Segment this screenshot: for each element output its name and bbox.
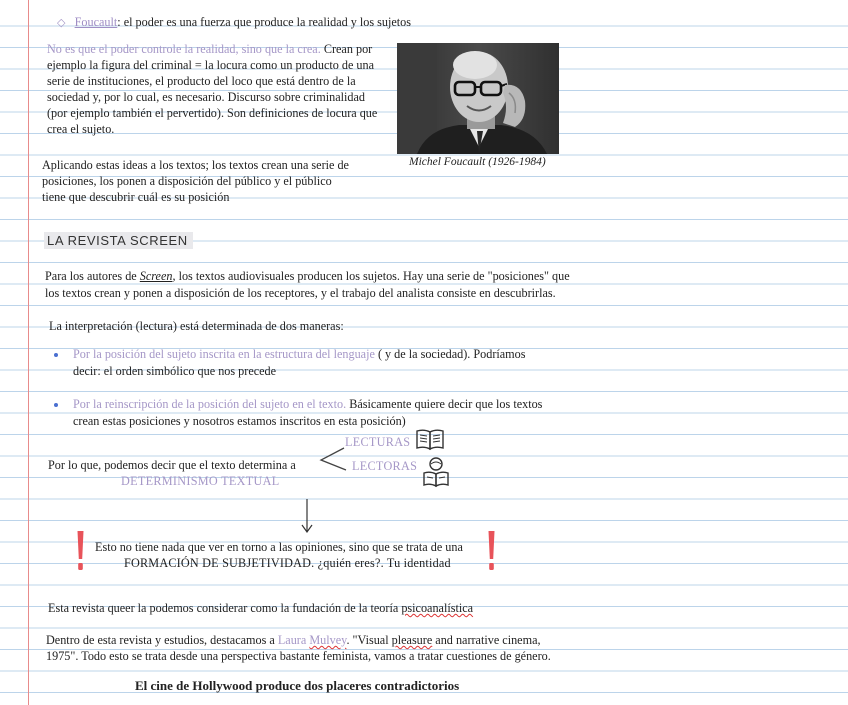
- pleasure-word: pleasure: [391, 633, 433, 647]
- foucault-definition: : el poder es una fuerza que produce la realidad y los sujetos: [117, 15, 412, 29]
- exclamation-left-icon: [76, 530, 85, 572]
- bullet1-line2: decir: el orden simbólico que nos precede: [73, 364, 277, 378]
- mulvey-line1: [46, 632, 541, 648]
- screen-title: Screen: [139, 269, 173, 283]
- bullet1-emphasis: Por la posición del sujeto inscrita en la estructura del lenguaje: [73, 347, 375, 361]
- psicoanalistica-word: psicoanalística: [401, 601, 474, 615]
- section-heading: LA REVISTA SCREEN: [44, 232, 193, 249]
- callout-line2: FORMACIÓN DE SUBJETIVIDAD. ¿quién eres?. Tu identidad: [124, 556, 451, 570]
- queer-line: [48, 600, 473, 616]
- power-paragraph: [47, 41, 380, 137]
- power-body: Crean por ejemplo la figura del criminal = la locura como un producto de una serie de instituciones, el producto del loco que está dentro de la sociedad y, por lo cual, es necesario. Discurso sobre criminalidad (por ejemplo también el pervertido). Son definiciones de locura que crea el sujeto.: [47, 42, 378, 136]
- screen-intro-line1: [45, 268, 570, 284]
- hollywood-heading: El cine de Hollywood produce dos placeres contradictorios: [135, 678, 460, 693]
- bullet1-line1: [73, 346, 526, 362]
- photo-caption: Michel Foucault (1926-1984): [409, 156, 546, 168]
- texts-paragraph: Aplicando estas ideas a los textos; los textos crean una serie de posiciones, los ponen a disposición del público y el público tiene que descubrir cuál es su posición: [42, 158, 349, 204]
- bullet1-rest: ( y de la sociedad). Podríamos: [374, 347, 526, 361]
- bullet2-emphasis: Por la reinscripción de la posición del sujeto en el texto.: [73, 397, 347, 411]
- callout-line1: Esto no tiene nada que ver en torno a las opiniones, sino que se trata de una: [95, 540, 463, 554]
- lectoras-label: LECTORAS: [352, 459, 418, 473]
- intro-text-b: , los textos audiovisuales producen los sujetos. Hay una serie de "posiciones" que: [172, 269, 570, 283]
- open-book-icon: [415, 428, 445, 452]
- exclamation-right-icon: [487, 530, 496, 572]
- mulvey-text-b: . "Visual: [346, 633, 392, 647]
- diamond-bullet-icon: ◇: [57, 16, 66, 29]
- mulvey-text-a: Dentro de esta revista y estudios, destacamos a: [46, 633, 278, 647]
- foucault-line: [57, 14, 411, 31]
- bullet2-line2: crean estas posiciones y nosotros estamos inscritos en esta posición): [73, 414, 406, 428]
- foucault-photo: [397, 43, 559, 154]
- margin-line: [28, 0, 29, 705]
- power-lead: No es que el poder controle la realidad, sino que la crea.: [47, 42, 321, 56]
- determines-line: Por lo que, podemos decir que el texto determina a: [48, 458, 296, 472]
- bullet2-line1: [73, 396, 542, 412]
- foucault-link[interactable]: Foucault: [74, 15, 118, 29]
- screen-intro-line2: los textos crean y ponen a disposición de los receptores, y el trabajo del analista consiste en descubrirlas.: [45, 286, 556, 300]
- bullet2-rest: Básicamente quiere decir que los textos: [346, 397, 543, 411]
- branch-arrow-icon: [318, 446, 348, 474]
- reader-icon: [421, 456, 451, 488]
- laura-name: Laura: [277, 633, 310, 647]
- bullet-dot-icon: [54, 353, 58, 357]
- interpretation-line: La interpretación (lectura) está determinada de dos maneras:: [49, 319, 344, 333]
- queer-text: Esta revista queer la podemos considerar como la fundación de la teoría: [48, 601, 402, 615]
- intro-text-a: Para los autores de: [45, 269, 140, 283]
- bullet-dot-icon: [54, 403, 58, 407]
- mulvey-text-c: and narrative cinema,: [432, 633, 541, 647]
- lecturas-label: LECTURAS: [345, 435, 411, 449]
- textual-determinism: DETERMINISMO TEXTUAL: [121, 474, 280, 488]
- mulvey-line2: 1975". Todo esto se trata desde una perspectiva bastante feminista, vamos a tratar cuestiones de género.: [46, 649, 551, 663]
- mulvey-name: Mulvey: [309, 633, 347, 647]
- down-arrow-icon: [300, 498, 314, 534]
